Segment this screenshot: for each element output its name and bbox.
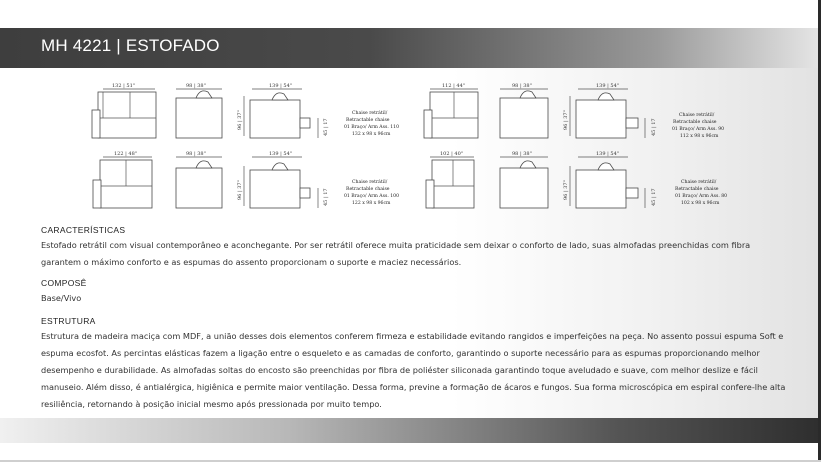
dim-width-3: 122 | 48" <box>114 151 138 157</box>
dim-seat-3: 45 | 17 <box>323 188 329 206</box>
section-text-estrutura <box>41 328 801 413</box>
caption-1-line1: Chaise retrátil/ <box>352 111 388 116</box>
caption-3-line2: Retractable chaise <box>346 187 390 192</box>
caption-4-line3: 01 Braço/ Arm Ass. 80 <box>675 194 728 199</box>
dim-seat-1: 45 | 17 <box>323 118 329 136</box>
sofa-front-view <box>176 83 222 138</box>
drawing-group-4 <box>426 151 727 208</box>
caption-3-line1: Chaise retrátil/ <box>352 180 388 185</box>
dim-width-4: 102 | 40" <box>440 151 464 157</box>
text-line: manuseio. Além disso, é antialérgica, higiênica e permite maior ventilação. Dessa forma, previne a formação de ácaros e fungos. Sua forma microscópica em espiral confere-lhe alta <box>41 382 786 392</box>
text-line: Estrutura de madeira maciça com MDF, a união desses dois elementos conferem firmeza e estabilidade evitando rangidos e imperfeições na peça. No assento possui espuma Soft e <box>41 331 784 341</box>
sofa-side-view <box>237 83 329 138</box>
dim-seat-2: 45 | 17 <box>651 118 657 136</box>
sofa-top-view <box>424 83 478 138</box>
caption-2-line1: Chaise retrátil/ <box>679 113 715 118</box>
caption-4-line4: 102 x 98 x 96cm <box>681 201 720 206</box>
text-line: desempenho e durabilidade. As almofadas soltas do encosto são preenchidas por fibra de poliéster siliconada garantindo toque aveludado e suave, com melhor deslize e fácil <box>41 365 758 375</box>
dim-depth-open-1: 139 | 54" <box>269 83 293 89</box>
sofa-side-view <box>563 151 657 208</box>
sofa-top-view <box>93 151 152 208</box>
caption-2-line2: Retractable chaise <box>673 120 717 125</box>
caption-2-line3: 01 Braço/ Arm Ass. 90 <box>672 127 725 132</box>
sofa-front-view <box>500 83 548 138</box>
text-line: espuma ecosfot. As percintas elásticas fazem a ligação entre o esqueleto e as camadas de conforto, garantindo o suporte necessário para as espumas proporcionando melhor <box>41 348 760 358</box>
drawing-group-3 <box>93 151 399 208</box>
technical-drawings <box>0 0 821 220</box>
dim-depth-open-2: 139 | 54" <box>596 83 620 89</box>
dim-depth-open-4: 139 | 54" <box>596 151 620 157</box>
dim-width-1: 132 | 51" <box>112 83 136 89</box>
dim-depth-open-3: 139 | 54" <box>269 151 293 157</box>
section-text-compose <box>41 290 801 307</box>
sofa-top-view <box>426 151 474 208</box>
dim-height-4: 96 | 37" <box>563 180 569 200</box>
caption-3-line4: 122 x 98 x 96cm <box>352 201 391 206</box>
text-line: Estofado retrátil com visual contemporâneo e aconchegante. Por ser retrátil oferece muita praticidade sem deixar o conforto de lado, suas almofadas preenchidas com fibra <box>41 240 751 250</box>
caption-4-line2: Retractable chaise <box>675 187 719 192</box>
text-line: Base/Vivo <box>41 293 82 303</box>
caption-1-line2: Retractable chaise <box>346 118 390 123</box>
section-heading-caracteristicas: CARACTERÍSTICAS <box>41 225 126 235</box>
drawing-group-1 <box>92 83 399 138</box>
dim-seat-4: 45 | 17 <box>651 188 657 206</box>
sofa-side-view <box>563 83 657 138</box>
text-line: garantem o máximo conforto e as espumas do assento proporcionam o suporte e maciez necessários. <box>41 257 462 267</box>
section-heading-compose: COMPOSÊ <box>41 278 87 288</box>
caption-4-line1: Chaise retrátil/ <box>681 180 717 185</box>
dim-depth-1: 98 | 38" <box>186 83 206 89</box>
dim-depth-3: 98 | 38" <box>186 151 206 157</box>
dim-height-1: 96 | 37" <box>237 110 243 130</box>
product-title: MH 4221 | ESTOFADO <box>41 36 220 55</box>
sofa-side-view <box>237 151 329 208</box>
section-text-caracteristicas <box>41 237 801 271</box>
sofa-front-view <box>500 151 548 208</box>
section-heading-estrutura: ESTRUTURA <box>41 316 96 326</box>
caption-1-line3: 01 Braço/ Arm Ass. 110 <box>344 125 400 130</box>
text-line: resiliência, retornando à posição inicial mesmo após pressionada por muito tempo. <box>41 399 382 409</box>
footer-band <box>0 418 821 443</box>
sofa-top-view <box>92 83 156 138</box>
sofa-front-view <box>176 151 222 208</box>
caption-3-line3: 01 Braço/ Arm Ass. 100 <box>344 194 400 199</box>
dim-depth-2: 98 | 38" <box>512 83 532 89</box>
caption-2-line4: 112 x 98 x 96cm <box>680 134 719 139</box>
dim-height-3: 96 | 37" <box>237 180 243 200</box>
dim-depth-4: 98 | 38" <box>512 151 532 157</box>
dim-width-2: 112 | 44" <box>442 83 466 89</box>
drawing-group-2 <box>424 83 724 139</box>
caption-1-line4: 132 x 98 x 96cm <box>352 132 391 137</box>
dim-height-2: 96 | 37" <box>563 110 569 130</box>
